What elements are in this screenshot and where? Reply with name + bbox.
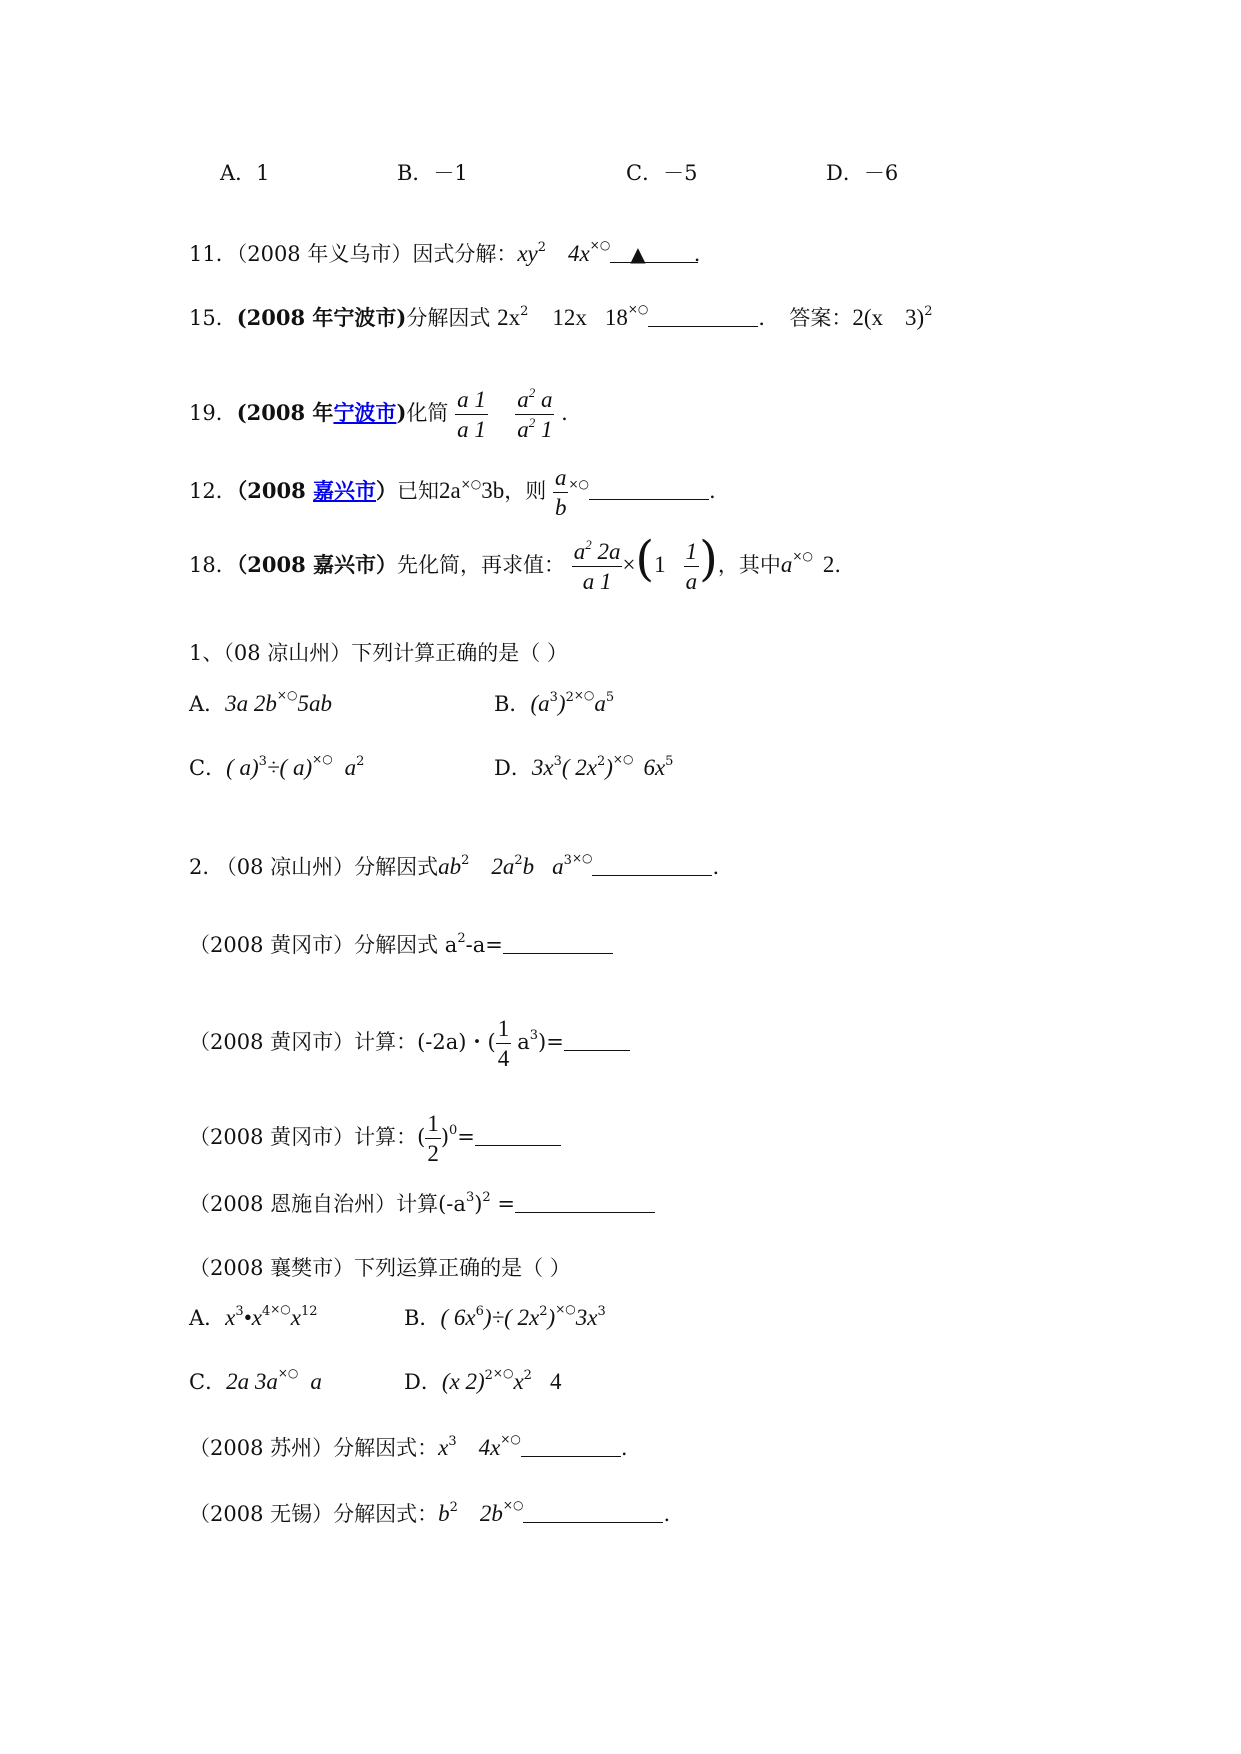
xiangfan-option-d: D．(x $2)^{2\times○}x^2$ 4 <box>404 1366 562 1394</box>
question-1-option-a: A．3a 2b×○5ab <box>189 688 332 716</box>
suzhou-factor: （2008 苏州）分解因式：$x^3$ 4x×○ . <box>189 1432 628 1460</box>
xiangfan-option-c: C．2a 3a×○ a <box>189 1366 322 1394</box>
fraction-1: $\frac{a 1}{a 1}$ <box>457 387 486 442</box>
option-d: D．－6 <box>826 161 899 185</box>
xiangfan-prompt: （2008 襄樊市）下列运算正确的是（ ） <box>189 1256 571 1280</box>
huanggang-factor: （2008 黄冈市）分解因式 $a^2-a=$ <box>189 935 613 956</box>
question-1-option-c: C．( a)$^3$÷( a)×○ $a^2$ <box>189 752 365 780</box>
huanggang-compute-1: （2008 黄冈市）计算：(-2a)・( $\frac{1}{4}$ $a^3)=$ <box>189 1005 630 1065</box>
xiangfan-option-b: B．( $6x^6)\div$( $2x^2)^{\times○}3x^3$ <box>404 1302 606 1330</box>
fraction-one-half: $\frac{1}{2}$ <box>427 1111 439 1166</box>
question-19: 19．(2008 年宁波市)化简 $\frac{a 1}{a 1}$ $\frac{a^2 a}{a^2 1}$ . <box>189 385 568 442</box>
question-1-prompt: 1、（08 凉山州）下列计算正确的是（ ） <box>189 641 568 665</box>
enshi-compute: （2008 恩施自治州）计算$(-a^3)^2$ = <box>189 1194 655 1215</box>
fraction-a-over-b: $\frac{a}{b}$ <box>554 465 567 520</box>
fraction-expression: $\frac{a^2 2a}{a 1}$ <box>573 537 621 594</box>
option-c: C．－5 <box>626 161 698 185</box>
fraction-one-quarter: $\frac{1}{4}$ <box>497 1016 510 1071</box>
answer-triangle-icon: ▲ <box>630 242 646 266</box>
question-11: 11．（2008 年义乌市）因式分解：$xy^2$ 4x×○ ▲ . <box>189 238 701 266</box>
question-1-option-b: B．$(a^3)^{2\times○}a^5$ <box>494 688 615 716</box>
question-1-option-d: D．$3x^3$( $2x^2)^{\times○}$ $6x^5$ <box>494 752 674 780</box>
fraction-one-over-a: $\frac{1}{a}$ <box>685 539 698 594</box>
link-jiaxing[interactable]: 嘉兴市 <box>313 478 376 503</box>
question-2: 2. （08 凉山州）分解因式$ab^2$ $2a^2b$ $a^{3\times○}$ . <box>189 851 720 879</box>
question-12: 12．（2008 嘉兴市）已知2a×○3b，则 $\frac{a}{b}$ ×○ . <box>189 465 716 520</box>
question-15: 15．(2008 年宁波市)分解因式 $2x^2$ 12x 18×○ ． 答案：2(x 3)$^2$ <box>189 302 933 330</box>
xiangfan-option-a: A．$x^3•x^{4\times○}x^{12}$ <box>189 1302 318 1330</box>
option-a: A．1 <box>220 161 270 185</box>
fraction-2: $\frac{a^2 a}{a^2 1}$ <box>517 385 553 442</box>
huanggang-compute-2: （2008 黄冈市）计算：( $\frac{1}{2}$ )$^0$= <box>189 1100 561 1160</box>
option-b: B．－1 <box>397 161 468 185</box>
link-ningbo[interactable]: 宁波市 <box>333 400 397 425</box>
wuxi-factor: （2008 无锡）分解因式：$b^2$ 2b×○ . <box>189 1498 671 1526</box>
question-18: 18．（2008 嘉兴市）先化简，再求值： $\frac{a^2 2a}{a 1}$ ×(1 $\frac{1}{a}$ )，其中a×○ 2. <box>189 530 842 594</box>
